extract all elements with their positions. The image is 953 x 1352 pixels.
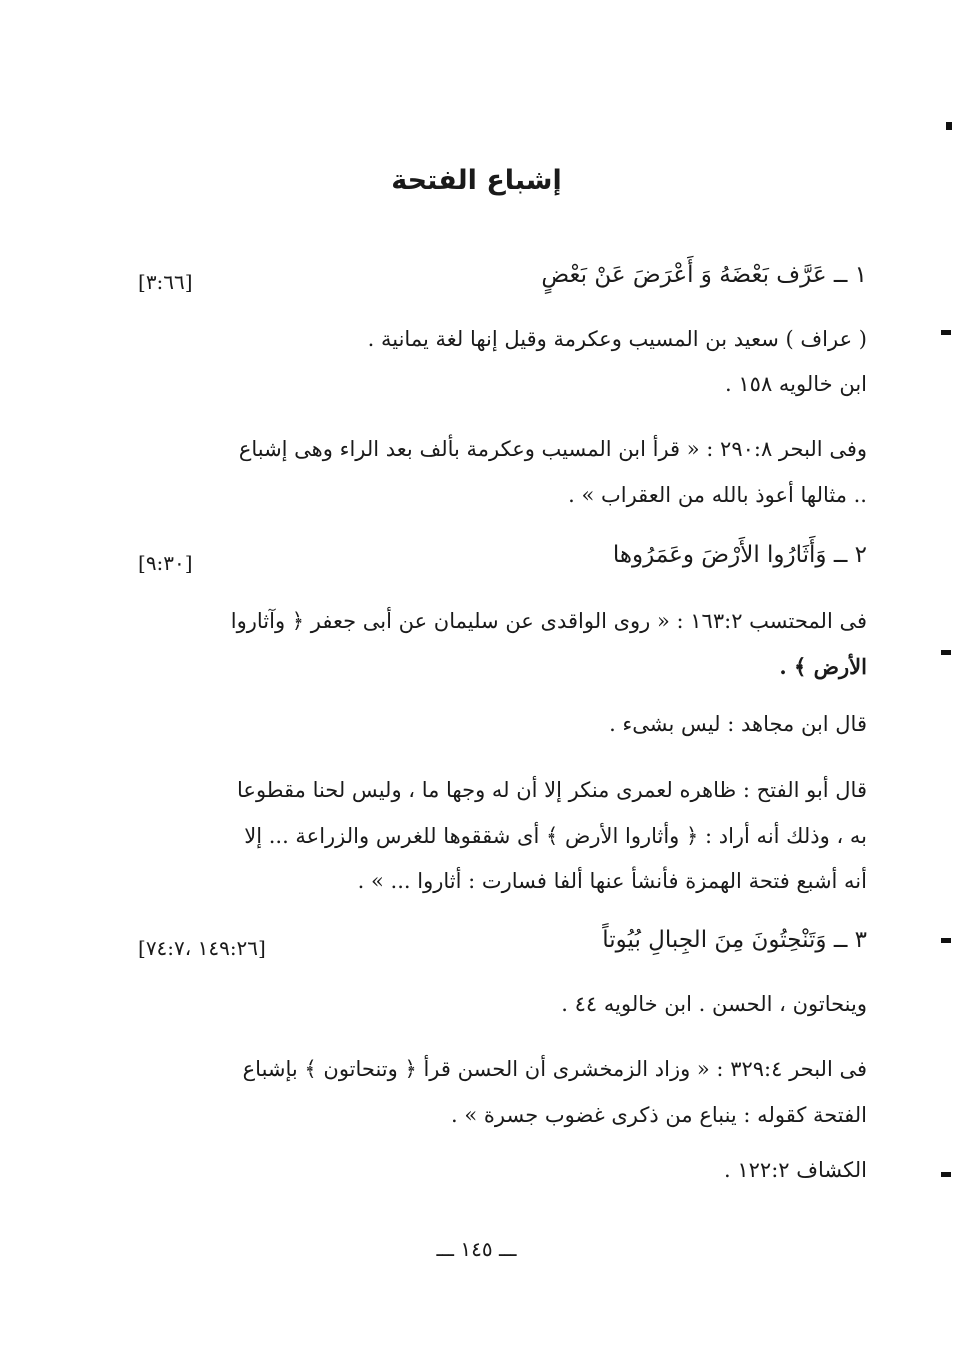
- entry-3-line-4: الكشاف ١٢٢:٢ .: [724, 1158, 867, 1182]
- verse-3: ٣ ــ وَتَنْحِتُونَ مِنَ الجِبالِ بُيُوتاً: [602, 927, 867, 953]
- margin-mark: [941, 1172, 951, 1177]
- entry-1-line-3: وفى البحر ٢٩٠:٨ : « قرأ ابن المسيب وعكرمة بألف بعد الراء وهى إشباع: [238, 437, 867, 461]
- margin-mark: [946, 122, 952, 130]
- entry-2-line-1: فى المحتسب ١٦٣:٢ : « روى الواقدى عن سليمان عن أبى جعفر ﴿ وآثاروا: [230, 609, 867, 633]
- entry-2-line-3: قال ابن مجاهد : ليس بشىء .: [609, 712, 867, 736]
- verse-1-reference: [٣:٦٦]: [138, 270, 193, 294]
- verse-2-reference: [٩:٣٠]: [138, 551, 193, 575]
- margin-mark: [941, 650, 951, 655]
- entry-2-line-4: قال أبو الفتح : ظاهره لعمرى منكر إلا أن له وجها ما ، وليس لحنا مقطوعا: [237, 778, 867, 802]
- entry-3-line-1: وينحاتون ، الحسن . ابن خالويه ٤٤ .: [561, 992, 867, 1016]
- entry-3-line-3: الفتحة كقوله : ينباع من ذكرى غضوب جسرة » .: [451, 1103, 867, 1127]
- entry-1-line-4: .. مثالها أعوذ بالله من العقراب » .: [568, 483, 867, 507]
- verse-3-reference: [١٤٩:٢٦ ،٧٤:٧]: [138, 936, 266, 960]
- verse-2: ٢ ــ وَأَثَارُوا الأَرْضَ وعَمَرُوها: [612, 542, 867, 568]
- margin-mark: [941, 330, 951, 335]
- page-title: إشباع الفتحة: [391, 165, 562, 196]
- entry-1-line-2: ابن خالويه ١٥٨ .: [725, 372, 867, 396]
- entry-3-line-2: فى البحر ٣٢٩:٤ : « وزاد الزمخشرى أن الحسن قرأ ﴿ وتنحاتون ﴾ بإشباع: [242, 1057, 867, 1081]
- entry-1-line-1: ( عراف ) سعيد بن المسيب وعكرمة وقيل إنها لغة يمانية .: [367, 327, 867, 351]
- page-number: ـــ ١٤٥ ـــ: [436, 1237, 517, 1261]
- verse-1: ١ ــ عَرَّف بَعْضَهُ وَ أَعْرَضَ عَنْ بَعْضٍ: [541, 262, 867, 288]
- margin-mark: [941, 938, 951, 943]
- entry-2-line-5: به ، وذلك أنه أراد : ﴿ وأثاروا الأرض ﴾ أى شققوها للغرس والزراعة ... إلا: [244, 824, 867, 848]
- entry-2-line-6: أنه أشبع فتحة الهمزة فأنشأ عنها ألفا فسارت : أثاروا ... » .: [357, 869, 867, 893]
- entry-2-line-2: الأرض ﴾ .: [779, 654, 867, 679]
